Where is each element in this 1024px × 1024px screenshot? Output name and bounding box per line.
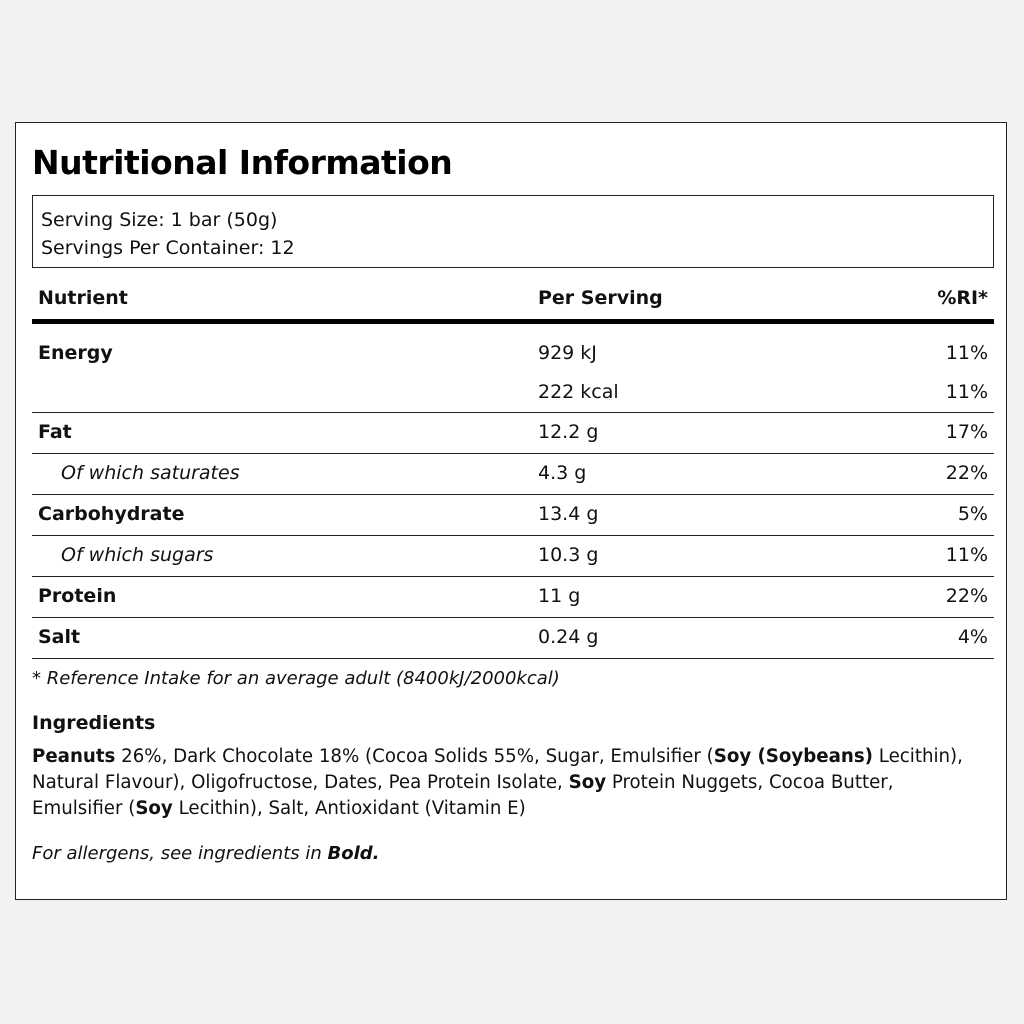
nutrient-value: 11 g (538, 585, 581, 607)
ingredients-segment: Lecithin), Salt, Antioxidant (Vitamin E) (172, 798, 526, 819)
nutrient-ri: 5% (957, 503, 988, 525)
energy-kj-ri: 11% (945, 342, 988, 364)
nutrition-table (32, 283, 994, 659)
serving-info-box (32, 195, 994, 268)
ingredients-segment: Protein Nuggets, Cocoa Butter, Emulsifier ( (32, 772, 894, 819)
allergen-peanuts: Peanuts (32, 746, 116, 767)
energy-kj-value: 929 kJ (538, 342, 597, 364)
table-row-carbohydrate (32, 495, 994, 536)
header-ri: %RI* (937, 287, 988, 309)
nutrient-value: 10.3 g (538, 544, 599, 566)
nutrient-ri: 11% (945, 544, 988, 566)
header-nutrient: Nutrient (38, 287, 128, 309)
ingredients-segment: Lecithin), Natural Flavour), Oligofructose, Dates, Pea Protein Isolate, (32, 746, 963, 793)
nutrient-name: Carbohydrate (38, 503, 185, 525)
nutrient-name: Protein (38, 585, 117, 607)
allergen-soy: Soy (135, 798, 173, 819)
nutrition-label (15, 122, 1007, 900)
table-row-saturates (32, 454, 994, 495)
ri-footnote: * Reference Intake for an average adult (8400kJ/2000kcal) (32, 668, 560, 689)
header-per-serving: Per Serving (538, 287, 663, 309)
energy-kcal-ri: 11% (945, 381, 988, 403)
table-row-salt (32, 618, 994, 659)
allergen-soy: Soy (Soybeans) (713, 746, 873, 767)
nutrient-ri: 22% (945, 462, 988, 484)
nutrient-name: Of which sugars (61, 544, 214, 566)
nutrient-name: Salt (38, 626, 81, 648)
nutrient-value: 0.24 g (538, 626, 599, 648)
allergen-note-bold: Bold. (327, 843, 380, 864)
nutrient-value: 12.2 g (538, 421, 599, 443)
table-row-sugars (32, 536, 994, 577)
table-row-protein (32, 577, 994, 618)
table-row-energy (32, 324, 994, 413)
serving-size: Serving Size: 1 bar (50g) (41, 209, 278, 231)
table-row-fat (32, 413, 994, 454)
allergen-note (32, 843, 379, 864)
nutrient-ri: 22% (945, 585, 988, 607)
nutrient-ri: 4% (957, 626, 988, 648)
servings-per-container: Servings Per Container: 12 (41, 237, 295, 259)
table-header (32, 283, 994, 324)
ingredients-segment: 26%, Dark Chocolate 18% (Cocoa Solids 55%, Sugar, Emulsifier ( (115, 746, 714, 767)
nutrient-value: 4.3 g (538, 462, 587, 484)
energy-kcal-value: 222 kcal (538, 381, 619, 403)
page-title: Nutritional Information (32, 143, 453, 182)
ingredients-heading: Ingredients (32, 712, 156, 734)
nutrient-name: Fat (38, 421, 72, 443)
ingredients-text (32, 744, 987, 822)
nutrient-name: Of which saturates (61, 462, 240, 484)
allergen-soy: Soy (568, 772, 607, 793)
nutrient-name: Energy (38, 342, 113, 364)
nutrient-ri: 17% (945, 421, 988, 443)
nutrient-value: 13.4 g (538, 503, 599, 525)
allergen-note-prefix: For allergens, see ingredients in (32, 843, 328, 864)
